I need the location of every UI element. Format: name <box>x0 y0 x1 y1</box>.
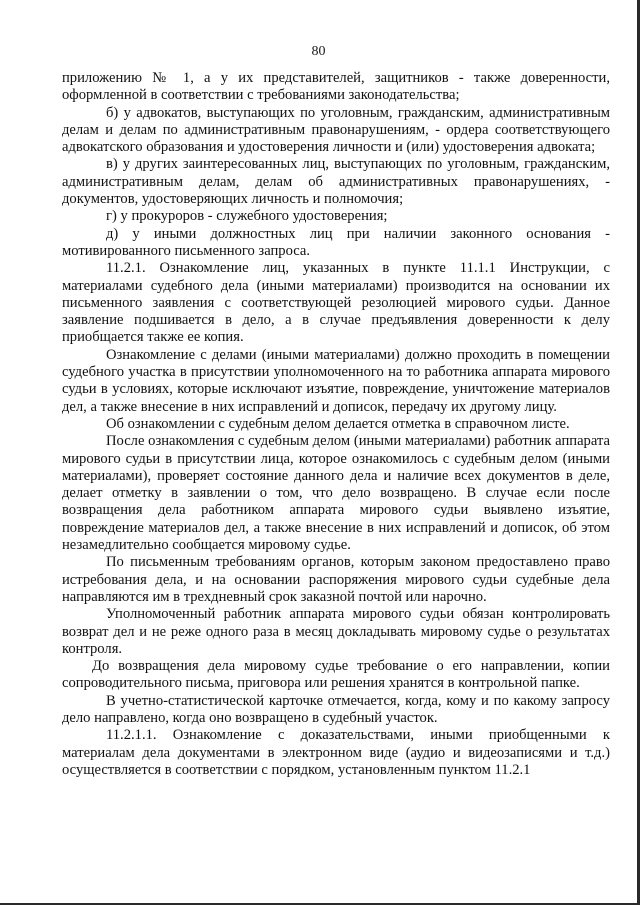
paragraph-item-d: д) у иными должностных лиц при наличии законного основания - мотивированного письменного запроса. <box>62 225 610 259</box>
paragraph-11-2-1: 11.2.1. Ознакомление лиц, указанных в пункте 11.1.1 Инструкции, с материалами судебного дела (иными материалами) производится на основании их письменного заявления с соответствующей резолюцией мирового судьи. Данное заявление подшивается в дело, а в случае предъявления доверенности к делу приобщается также ее копия. <box>62 260 610 346</box>
paragraph-return-control: Уполномоченный работник аппарата мирового судьи обязан контролировать возврат дел и не реже одного раза в месяц докладывать мировому судье о результатах контроля. <box>62 606 610 657</box>
document-body <box>62 70 610 779</box>
paragraph-11-2-1-1: 11.2.1.1. Ознакомление с доказательствами, иными приобщенными к материалам дела документами в электронном виде (аудио и видеозаписями и т.д.) осуществляется в соответствии с порядком, установленным пунктом 11.2.1 <box>62 727 610 778</box>
paragraph-item-g: г) у прокуроров - служебного удостоверения; <box>106 208 388 225</box>
paragraph-control-folder: До возвращения дела мировому судье требование о его направлении, копии сопроводительного письма, приговора или решения хранятся в контрольной папке. <box>62 658 610 692</box>
page-number: 80 <box>311 44 326 59</box>
paragraph-continuation: приложению № 1, а у их представителей, защитников - также доверенности, оформленной в соответствии с требованиями законодательства; <box>62 70 610 104</box>
paragraph-statistical-card: В учетно-статистической карточке отмечается, когда, кому и по какому запросу дело направлено, когда оно возвращено в судебный участок. <box>62 692 610 726</box>
paragraph-reference-sheet-note: Об ознакомлении с судебным делом делается отметка в справочном листе. <box>106 415 570 432</box>
paragraph-written-requests: По письменным требованиям органов, которым законом предоставлено право истребования дела, и на основании распоряжения мирового судьи судебные дела направляются им в трехдневный срок заказной почтой или нарочно. <box>62 554 610 605</box>
paragraph-familiarization-conditions: Ознакомление с делами (иными материалами) должно проходить в помещении судебного участка в присутствии уполномоченного на то работника аппарата мирового судьи в условиях, которые исключают изъятие, повреждение, уничтожение материалов дел, а также внесение в них исправлений и дописок, передачу их другому лицу. <box>62 346 610 415</box>
paragraph-item-v: в) у других заинтересованных лиц, выступающих по уголовным, гражданским, административным делам, делам об административных правонарушениях, - документов, удостоверяющих личность и полномочия; <box>62 156 610 208</box>
paragraph-item-b: б) у адвокатов, выступающих по уголовным, гражданским, административным делам и делам по административным правонарушениям, - ордера соответствующего адвокатского образования и удостоверения личности и (или) удостоверения адвоката; <box>62 104 610 156</box>
paragraph-after-familiarization: После ознакомления с судебным делом (иными материалами) работник аппарата мирового судьи в присутствии лица, которое ознакомилось с судебным делом (иными материалами), проверяет состояние данного дела и наличие всех документов в деле, делает отметку в заявлении о том, что дело возвращено. В случае если после возвращения дела работником аппарата мирового судьи выявлено изъятие, повреждение материалов дел, а также внесение в них исправлений и дописок, об этом незамедлительно сообщается мировому судье. <box>62 433 610 554</box>
